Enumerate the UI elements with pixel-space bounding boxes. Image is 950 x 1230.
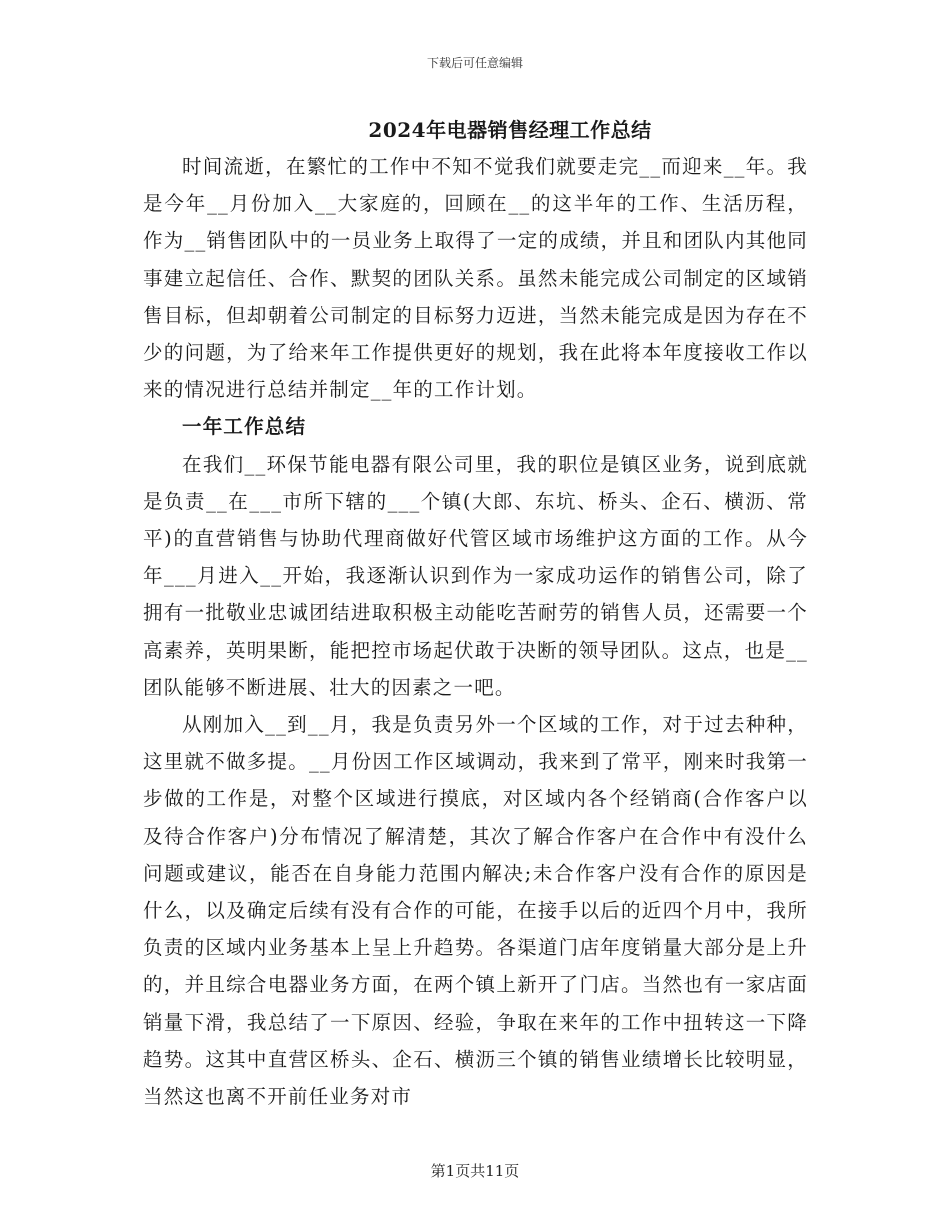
header-note: 下载后可任意编辑 <box>426 56 523 70</box>
page-number: 第1页共11页 <box>430 1162 520 1180</box>
paragraph-position: 在我们__环保节能电器有限公司里，我的职位是镇区业务，说到底就是负责__在___市所下辖的___个镇(大郎、东坑、桥头、企石、横沥、常平)的直营销售与协助代理商做好代管区域市场维护这方面的工作。从今年___月进入__开始，我逐渐认识到作为一家成功运作的销售公司，除了拥有一批敬业忠诚团结进取积极主动能吃苦耐劳的销售人员，还需要一个高素养，英明果断，能把控市场起伏敢于决断的领导团队。这点，也是__团队能够不断进展、壮大的因素之一吧。 <box>143 452 808 699</box>
paragraph-intro: 时间流逝，在繁忙的工作中不知不觉我们就要走完__而迎来__年。我是今年__月份加入__大家庭的，回顾在__的这半年的工作、生活历程，作为__销售团队中的一员业务上取得了一定的成绩，并且和团队内其他同事建立起信任、合作、默契的团队关系。虽然未能完成公司制定的区域销售目标，但却朝着公司制定的目标努力迈进，当然未能完成是因为存在不少的问题，为了给来年工作提供更好的规划，我在此将本年度接收工作以来的情况进行总结并制定__年的工作计划。 <box>143 155 808 402</box>
section-heading: 一年工作总结 <box>182 415 307 439</box>
paragraph-region: 从刚加入__到__月，我是负责另外一个区域的工作，对于过去种种，这里就不做多提。__月份因工作区域调动，我来到了常平，刚来时我第一步做的工作是，对整个区域进行摸底，对区域内各个经销商(合作客户以及待合作客户)分布情况了解清楚，其次了解合作客户在合作中有没什么问题或建议，能否在自身能力范围内解决;未合作客户没有合作的原因是什么，以及确定后续有没有合作的可能，在接手以后的近四个月中，我所负责的区域内业务基本上呈上升趋势。各渠道门店年度销量大部分是上升的，并且综合电器业务方面，在两个镇上新开了门店。当然也有一家店面销量下滑，我总结了一下原因、经验，争取在来年的工作中扭转这一下降趋势。这其中直营区桥头、企石、横沥三个镇的销售业绩增长比较明显，当然这也离不开前任业务对市 <box>143 713 808 1109</box>
document-title: 2024年电器销售经理工作总结 <box>368 118 652 142</box>
document-body <box>143 148 808 1115</box>
